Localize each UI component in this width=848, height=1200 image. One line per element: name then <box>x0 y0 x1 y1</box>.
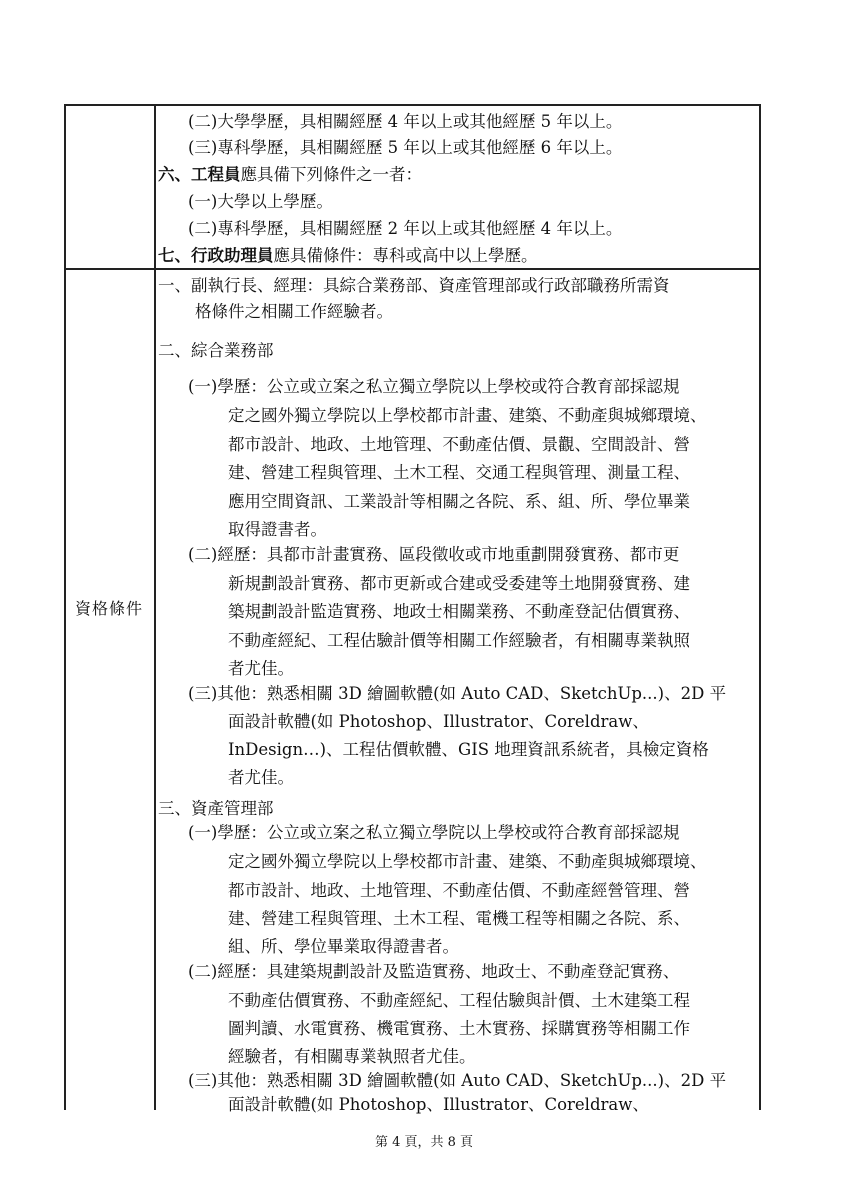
qual-line: 定之國外獨立學院以上學校都市計畫、建築、不動產與城鄉環境、 <box>228 852 707 871</box>
qual-line: 二、綜合業務部 <box>158 341 274 360</box>
section-heading-engineer: 六、工程員 <box>158 165 241 184</box>
qual-line: 者尤佳。 <box>228 659 294 678</box>
qual-line: (二)經歷：具建築規劃設計及監造實務、地政士、不動產登記實務、 <box>188 962 680 981</box>
qual-line: 定之國外獨立學院以上學校都市計畫、建築、不動產與城鄉環境、 <box>228 406 707 425</box>
qual-line: 圖判讀、水電實務、機電實務、土木實務、採購實務等相關工作 <box>228 1019 690 1038</box>
qual-line: 經驗者，有相關專業執照者尤佳。 <box>228 1047 476 1066</box>
table-middle-border <box>154 104 156 1110</box>
upper-line-4: (一)大學以上學歷。 <box>188 192 333 211</box>
table-right-border <box>759 104 761 1110</box>
qual-line: InDesign…)、工程估價軟體、GIS 地理資訊系統者，具檢定資格 <box>228 740 709 759</box>
qual-line: (一)學歷：公立或立案之私立獨立學院以上學校或符合教育部採認規 <box>188 377 680 396</box>
qual-line: (三)其他：熟悉相關 3D 繪圖軟體(如 Auto CAD、SketchUp...)、2D 平 <box>188 684 727 703</box>
qual-line: 建、營建工程與管理、土木工程、電機工程等相關之各院、系、 <box>228 909 690 928</box>
upper-line-1: (二)大學學歷，具相關經歷 4 年以上或其他經歷 5 年以上。 <box>188 112 623 131</box>
qual-line: 都市設計、地政、土地管理、不動產估價、景觀、空間設計、營 <box>228 435 690 454</box>
qual-line: (二)經歷：具都市計畫實務、區段徵收或市地重劃開發實務、都市更 <box>188 545 680 564</box>
upper-line-5: (二)專科學歷，具相關經歷 2 年以上或其他經歷 4 年以上。 <box>188 219 623 238</box>
qual-line: 取得證書者。 <box>228 520 327 539</box>
page-number: 第 4 頁，共 8 頁 <box>374 1135 474 1150</box>
qual-line: 三、資產管理部 <box>158 799 274 818</box>
section-rest: 應具備條件：專科或高中以上學歷。 <box>273 246 538 265</box>
section-rest: 應具備下列條件之一者： <box>240 165 422 184</box>
qual-line: 格條件之相關工作經驗者。 <box>195 302 393 321</box>
table-top-border <box>64 104 760 106</box>
qual-line: 新規劃設計實務、都市更新或合建或受委建等土地開發實務、建 <box>228 574 690 593</box>
qual-line: 面設計軟體(如 Photoshop、Illustrator、Coreldraw、 <box>228 712 649 731</box>
qual-line: (三)其他：熟悉相關 3D 繪圖軟體(如 Auto CAD、SketchUp...)、2D 平 <box>188 1071 727 1090</box>
qual-line: (一)學歷：公立或立案之私立獨立學院以上學校或符合教育部採認規 <box>188 823 680 842</box>
qual-line: 建、營建工程與管理、土木工程、交通工程與管理、測量工程、 <box>228 463 690 482</box>
qual-line: 面設計軟體(如 Photoshop、Illustrator、Coreldraw、 <box>228 1095 649 1114</box>
qual-line: 築規劃設計監造實務、地政士相關業務、不動產登記估價實務、 <box>228 602 690 621</box>
section-heading-admin: 七、行政助理員 <box>158 246 274 265</box>
qualifications-label: 資格條件 <box>74 599 143 618</box>
qual-line: 不動產估價實務、不動產經紀、工程估驗與計價、土木建築工程 <box>228 991 690 1010</box>
table-row-divider <box>64 268 760 270</box>
upper-line-6 <box>158 246 538 266</box>
qual-line: 應用空間資訊、工業設計等相關之各院、系、組、所、學位畢業 <box>228 492 690 511</box>
qual-line: 者尤佳。 <box>228 768 294 787</box>
qual-line: 不動產經紀、工程估驗計價等相關工作經驗者，有相關專業執照 <box>228 631 690 650</box>
qual-line: 都市設計、地政、土地管理、不動產估價、不動產經營管理、營 <box>228 881 690 900</box>
upper-line-2: (三)專科學歷，具相關經歷 5 年以上或其他經歷 6 年以上。 <box>188 138 623 157</box>
qual-line: 一、副執行長、經理：具綜合業務部、資產管理部或行政部職務所需資 <box>158 276 670 295</box>
qual-line: 組、所、學位畢業取得證書者。 <box>228 937 459 956</box>
upper-line-3 <box>158 165 422 185</box>
